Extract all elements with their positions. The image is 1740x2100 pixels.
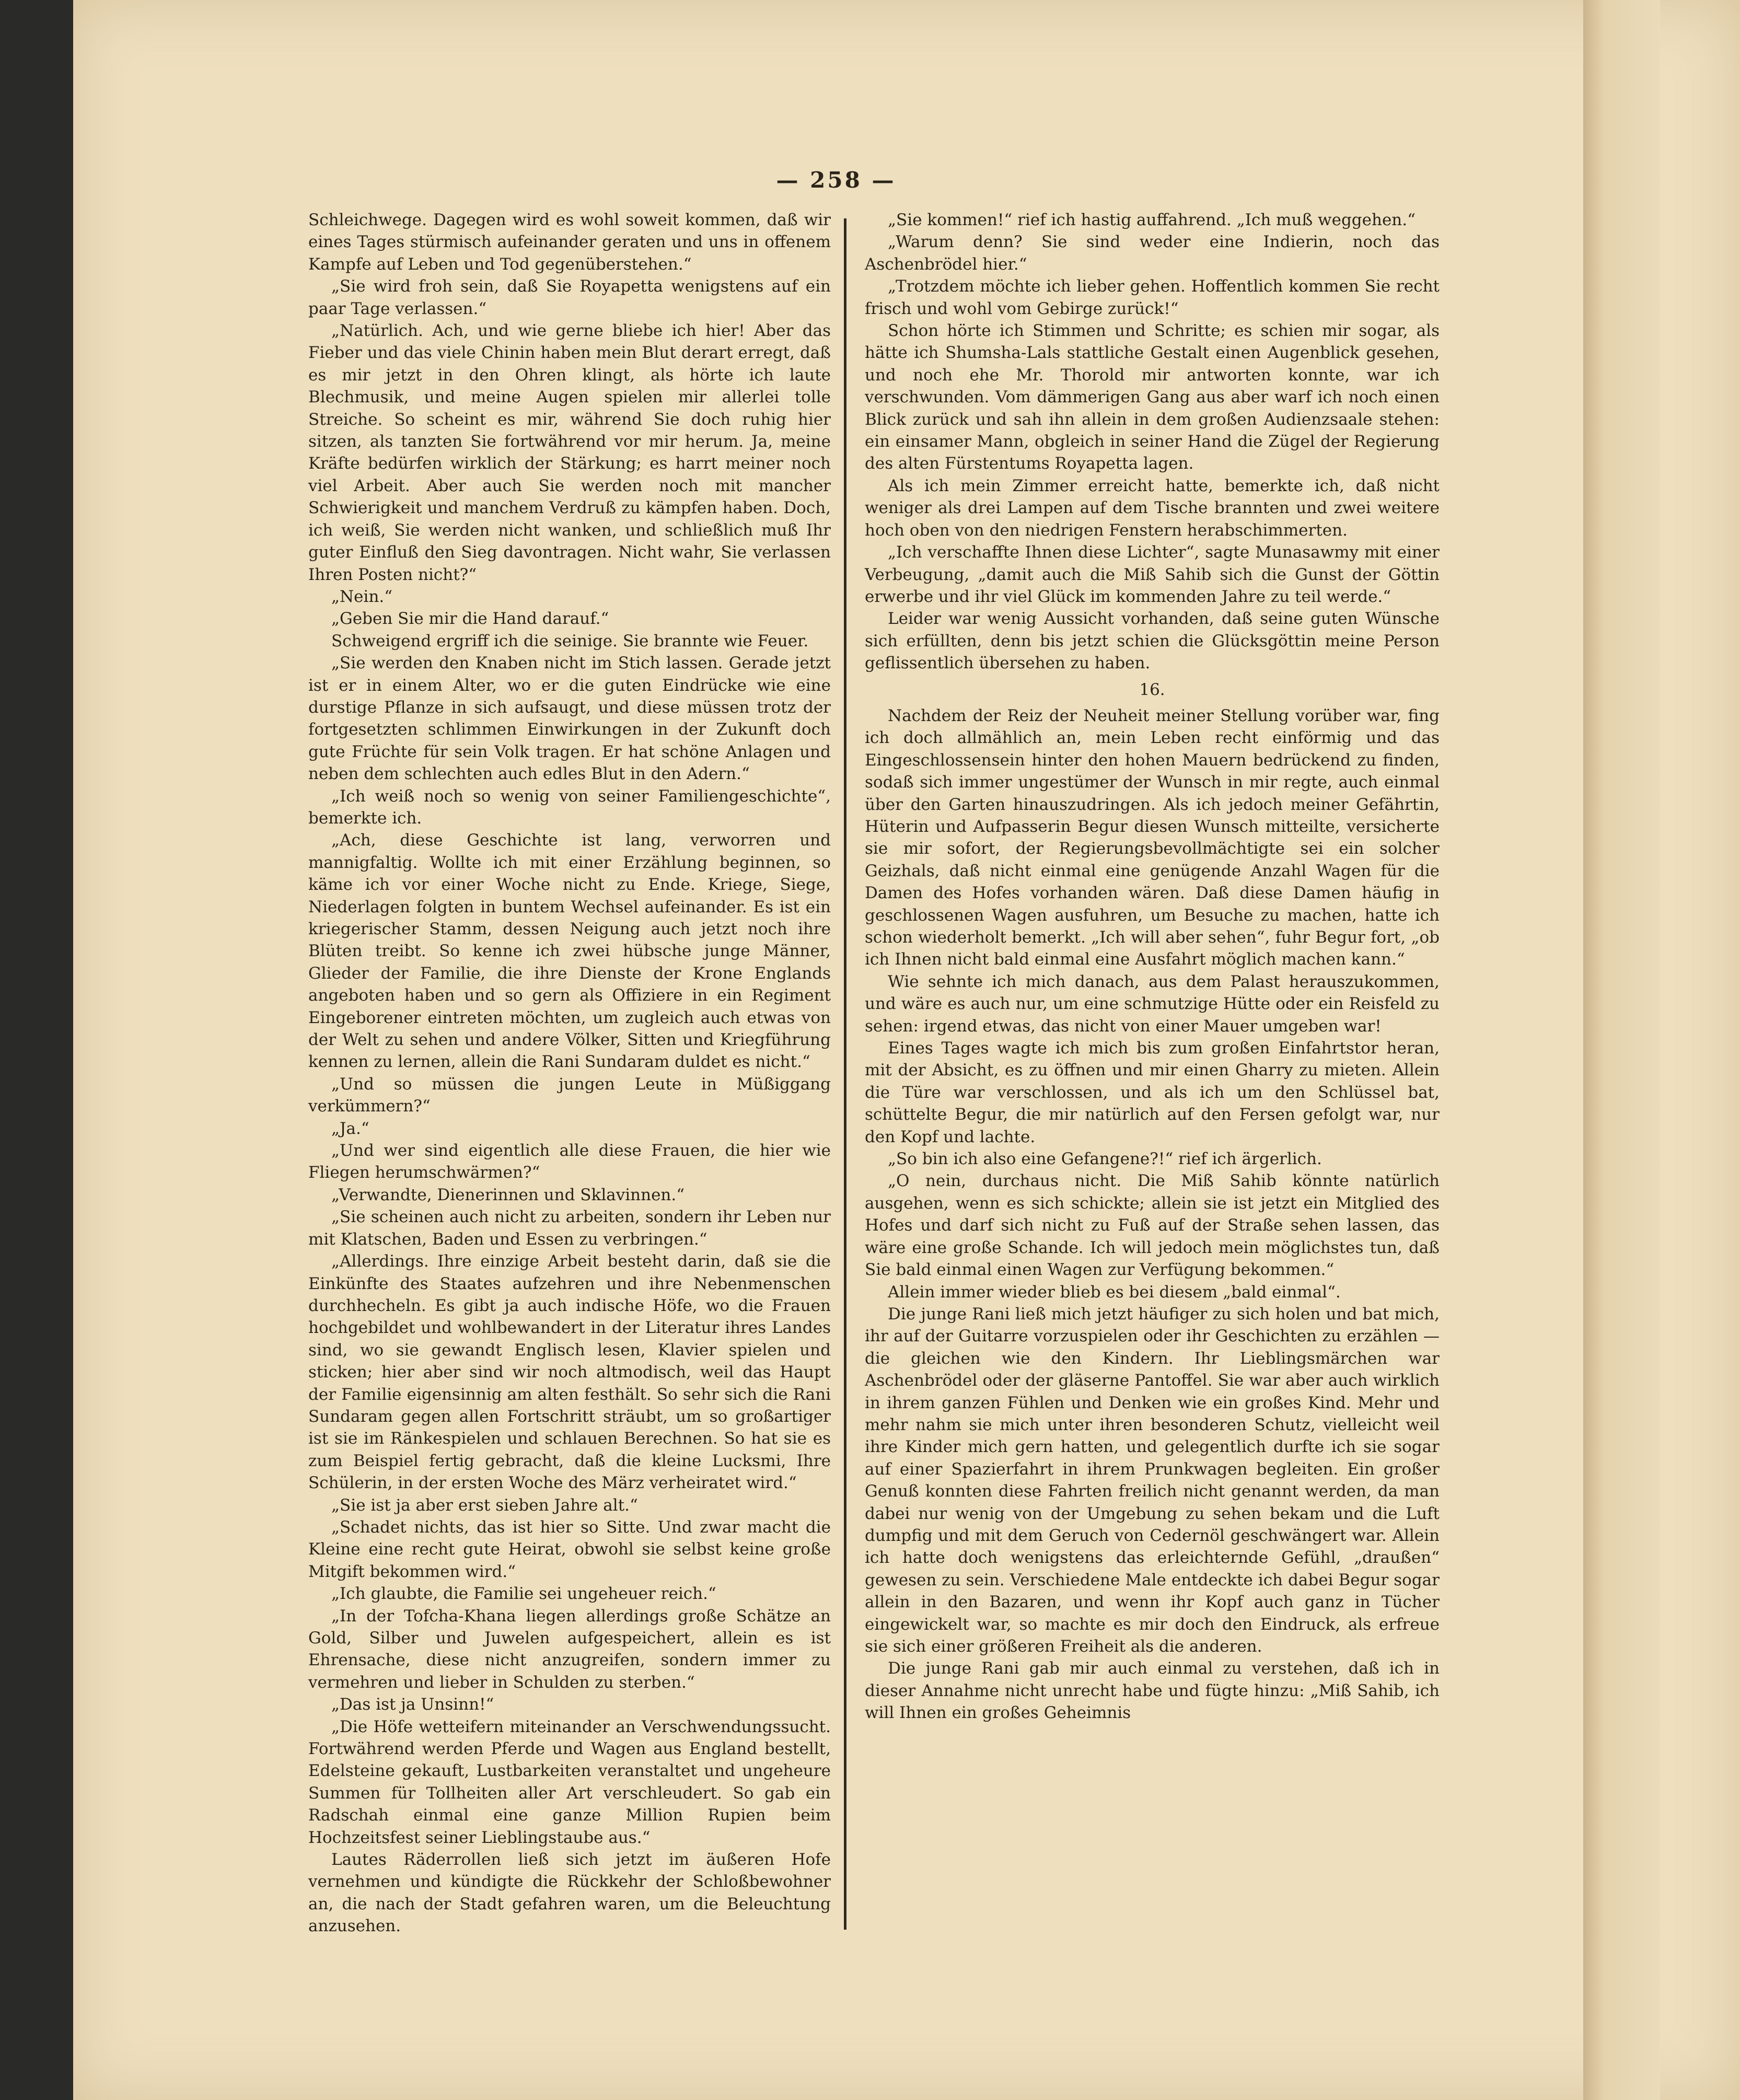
paragraph: Als ich mein Zimmer erreicht hatte, bemerkte ich, daß nicht weniger als drei Lampen auf dem Tische brannten und zwei weitere hoch oben von den niedrigen Fenstern herabschimmerten.	[865, 476, 1440, 540]
paragraph: Eines Tages wagte ich mich bis zum großen Einfahrtstor heran, mit der Absicht, es zu öffnen und mir einen Gharry zu mieten. Allein die Türe war verschlossen, und als ich um den Schlüssel bat, schüttelte Begur, die mir natürlich auf den Fersen gefolgt war, nur den Kopf und lachte.	[865, 1039, 1440, 1146]
page-number: — 258 —	[776, 167, 896, 193]
paragraph: „So bin ich also eine Gefangene?!“ rief ich ärgerlich.	[888, 1150, 1322, 1169]
paragraph: Lautes Räderrollen ließ sich jetzt im äußeren Hofe vernehmen und kündigte die Rückkehr der Schloßbewohner an, die nach der Stadt gefahren waren, um die Beleuchtung anzusehen.	[308, 1850, 831, 1936]
paragraph: „Sie wird froh sein, daß Sie Royapetta wenigstens auf ein paar Tage verlassen.“	[308, 277, 831, 318]
paragraph: Allein immer wieder blieb es bei diesem „bald einmal“.	[888, 1282, 1341, 1302]
paragraph: Leider war wenig Aussicht vorhanden, daß seine guten Wünsche sich erfüllten, denn bis jetzt schien die Glücksgöttin meine Person geflissentlich übersehen zu haben.	[865, 609, 1440, 673]
paragraph: „Ja.“	[331, 1119, 369, 1138]
paragraph: „Verwandte, Dienerinnen und Sklavinnen.“	[331, 1185, 685, 1204]
paragraph: „Sie ist ja aber erst sieben Jahre alt.“	[331, 1495, 638, 1515]
paragraph: Schweigend ergriff ich die seinige. Sie brannte wie Feuer.	[331, 631, 809, 651]
paragraph: „Und so müssen die jungen Leute in Müßiggang verkümmern?“	[308, 1074, 831, 1116]
paragraph: „Ach, diese Geschichte ist lang, verworren und mannigfaltig. Wollte ich mit einer Erzählung beginnen, so käme ich vor einer Woche nicht zu Ende. Kriege, Siege, Niederlagen folgten in buntem Wechsel aufeinander. Es ist ein kriegerischer Stamm, dessen Neigung auch jetzt noch ihre Blüten treibt. So kenne ich zwei hübsche junge Männer, Glieder der Familie, die ihre Dienste der Krone Englands angeboten haben und so gern als Offiziere in ein Regiment Eingeborener eintreten möchten, um zugleich auch etwas von der Welt zu sehen und andere Völker, Sitten und Kriegführung kennen zu lernen, allein die Rani Sundaram duldet es nicht.“	[308, 831, 831, 1072]
paragraph: Die junge Rani gab mir auch einmal zu verstehen, daß ich in dieser Annahme nicht unrecht habe und fügte hinzu: „Miß Sahib, ich will Ihnen ein großes Geheimnis	[865, 1659, 1440, 1723]
paragraph: „Warum denn? Sie sind weder eine Indierin, noch das Aschenbrödel hier.“	[865, 233, 1440, 274]
right-column	[865, 209, 1440, 1912]
paragraph: „Sie werden den Knaben nicht im Stich lassen. Gerade jetzt ist er in einem Alter, wo er die guten Eindrücke wie eine durstige Pflanze in sich aufsaugt, und diese müssen trotz der fortgesetzten schlimmen Einwirkungen in der Zukunft doch gute Früchte für sein Volk tragen. Er hat schöne Anlagen und neben dem schlechten auch edles Blut in den Adern.“	[308, 654, 831, 784]
paragraph: „Sie kommen!“ rief ich hastig auffahrend. „Ich muß weggehen.“	[888, 211, 1416, 229]
paragraph: „Allerdings. Ihre einzige Arbeit besteht darin, daß sie die Einkünfte des Staates aufzehren und ihre Nebenmenschen durchhecheln. Es gibt ja auch indische Höfe, wo die Frauen hochgebildet und wohlbewandert in der Literatur ihres Landes sind, wo sie gewandt Englisch lesen, Klavier spielen und sticken; hier aber sind wir noch altmodisch, weil das Haupt der Familie eigensinnig am alten festhält. So sehr sich die Rani Sundaram gegen allen Fortschritt sträubt, um so großartiger ist sie im Ränkespielen und schlauen Berechnen. So hat sie es zum Beispiel fertig gebracht, daß die kleine Lucksmi, Ihre Schülerin, in der ersten Woche des März verheiratet wird.“	[308, 1252, 831, 1493]
paragraph: „Das ist ja Unsinn!“	[331, 1695, 494, 1714]
paragraph: „In der Tofcha-Khana liegen allerdings große Schätze an Gold, Silber und Juwelen aufgespeichert, allein es ist Ehrensache, diese nicht anzugreifen, sondern immer zu vermehren und lieber in Schulden zu sterben.“	[308, 1606, 831, 1692]
section-number: 16.	[1139, 680, 1165, 699]
paragraph: „Schadet nichts, das ist hier so Sitte. Und zwar macht die Kleine eine recht gute Heirat, obwohl sie selbst keine große Mitgift bekommen wird.“	[308, 1517, 831, 1581]
paragraph: „Ich verschaffte Ihnen diese Lichter“, sagte Munasawmy mit einer Verbeugung, „damit auch die Miß Sahib sich die Gunst der Göttin erwerbe und ihr viel Glück im kommenden Jahre zu teil werde.“	[865, 543, 1440, 606]
paragraph: Die junge Rani ließ mich jetzt häufiger zu sich holen und bat mich, ihr auf der Guitarre vorzuspielen oder ihr Geschichten zu erzählen — die gleichen wie den Kindern. Ihr Lieblingsmärchen war Aschenbrödel oder der gläserne Pantoffel. Sie war aber auch wirklich in ihrem ganzen Fühlen und Denken wie ein großes Kind. Mehr und mehr nahm sie mich unter ihren besonderen Schutz, vielleicht weil ihre Kinder mich gern hatten, und gelegentlich durfte ich sie sogar auf einer Spazierfahrt in ihrem Prunkwagen begleiten. Ein großer Genuß konnten diese Fahrten freilich nicht genannt werden, da man dabei nur wenig von der Umgebung zu sehen bekam und die Luft dumpfig und mit dem Geruch von Cedernöl geschwängert war. Allein ich hatte doch wenigstens das erleichternde Gefühl, „draußen“ gewesen zu sein. Verschiedene Male entdeckte ich dabei Begur sogar allein in den Bazaren, und wenn ihr Kopf auch ganz in Tücher eingewickelt war, so machte es mir doch den Eindruck, als erfreue sie sich einer größeren Freiheit als die anderen.	[865, 1304, 1440, 1656]
paragraph: „Natürlich. Ach, und wie gerne bliebe ich hier! Aber das Fieber und das viele Chinin haben mein Blut derart erregt, daß es mir jetzt in den Ohren klingt, als hörte ich laute Blechmusik, und meine Augen spielen mir allerlei tolle Streiche. So scheint es mir, während Sie doch ruhig hier sitzen, als tanzten Sie fortwährend vor mir herum. Ja, meine Kräfte bedürfen wirklich der Stärkung; es harrt meiner noch viel Arbeit. Aber auch Sie werden noch mit mancher Schwierigkeit und manchem Verdruß zu kämpfen haben. Doch, ich weiß, Sie werden nicht wanken, und schließlich muß Ihr guter Einfluß den Sieg davontragen. Nicht wahr, Sie verlassen Ihren Posten nicht?“	[308, 321, 831, 584]
paragraph: „Und wer sind eigentlich alle diese Frauen, die hier wie Fliegen herumschwärmen?“	[308, 1141, 831, 1182]
paragraph: „Die Höfe wetteifern miteinander an Verschwendungssucht. Fortwährend werden Pferde und Wagen aus England bestellt, Edelsteine gekauft, Lustbarkeiten veranstaltet und ungeheure Summen für Tollheiten aller Art verschleudert. So gab ein Radschah einmal eine ganze Million Rupien beim Hochzeitsfest seiner Lieblingstaube aus.“	[308, 1717, 831, 1847]
paragraph: Nachdem der Reiz der Neuheit meiner Stellung vorüber war, fing ich doch allmählich an, mein Leben recht einförmig und das Eingeschlossensein hinter den hohen Mauern bedrückend zu finden, sodaß sich immer ungestümer der Wunsch in mir regte, auch einmal über den Garten hinauszudringen. Als ich jedoch meiner Gefährtin, Hüterin und Aufpasserin Begur diesen Wunsch mitteilte, versicherte sie mir sofort, der Regierungsbevollmächtigte sei ein solcher Geizhals, daß nicht einmal eine genügende Anzahl Wagen für die Damen des Hofes vorhanden wären. Daß diese Damen häufig in geschlossenen Wagen ausfuhren, um Besuche zu machen, hatte ich schon wiederholt bemerkt. „Ich will aber sehen“, fuhr Begur fort, „ob ich Ihnen nicht bald einmal eine Ausfahrt möglich machen kann.“	[865, 706, 1440, 969]
paragraph: Wie sehnte ich mich danach, aus dem Palast herauszukommen, und wäre es auch nur, um eine schmutzige Hütte oder ein Reisfeld zu sehen: irgend etwas, das nicht von einer Mauer umgeben war!	[865, 972, 1440, 1036]
paragraph: „Ich weiß noch so wenig von seiner Familiengeschichte“, bemerkte ich.	[308, 786, 831, 828]
paragraph: „Trotzdem möchte ich lieber gehen. Hoffentlich kommen Sie recht frisch und wohl vom Gebirge zurück!“	[865, 277, 1440, 318]
column-divider	[844, 218, 846, 1930]
paragraph: Schon hörte ich Stimmen und Schritte; es schien mir sogar, als hätte ich Shumsha-Lals stattliche Gestalt einen Augenblick gesehen, und noch ehe Mr. Thorold mir antworten konnte, war ich verschwunden. Vom dämmerigen Gang aus aber warf ich noch einen Blick zurück und sah ihn allein in dem großen Audienzsaale stehen: ein einsamer Mann, obgleich in seiner Hand die Zügel der Regierung des alten Fürstentums Royapetta lagen.	[865, 321, 1440, 473]
paragraph: „Geben Sie mir die Hand darauf.“	[331, 609, 609, 629]
paragraph: „Nein.“	[331, 587, 393, 606]
left-column	[308, 209, 831, 1936]
paragraph: „Ich glaubte, die Familie sei ungeheuer reich.“	[331, 1584, 716, 1604]
paragraph: „Sie scheinen auch nicht zu arbeiten, sondern ihr Leben nur mit Klatschen, Baden und Essen zu verbringen.“	[308, 1208, 831, 1249]
paragraph: Schleichwege. Dagegen wird es wohl soweit kommen, daß wir eines Tages stürmisch aufeinander geraten und uns in offenem Kampfe auf Leben und Tod gegenüberstehen.“	[308, 211, 831, 274]
paragraph: „O nein, durchaus nicht. Die Miß Sahib könnte natürlich ausgehen, wenn es sich schickte; allein sie ist jetzt ein Mitglied des Hofes und darf sich nicht zu Fuß auf der Straße sehen lassen, das wäre eine große Schande. Ich will jedoch mein möglichstes tun, daß Sie bald einmal einen Wagen zur Verfügung bekommen.“	[865, 1171, 1440, 1280]
adjacent-page-edge	[1583, 0, 1660, 2100]
